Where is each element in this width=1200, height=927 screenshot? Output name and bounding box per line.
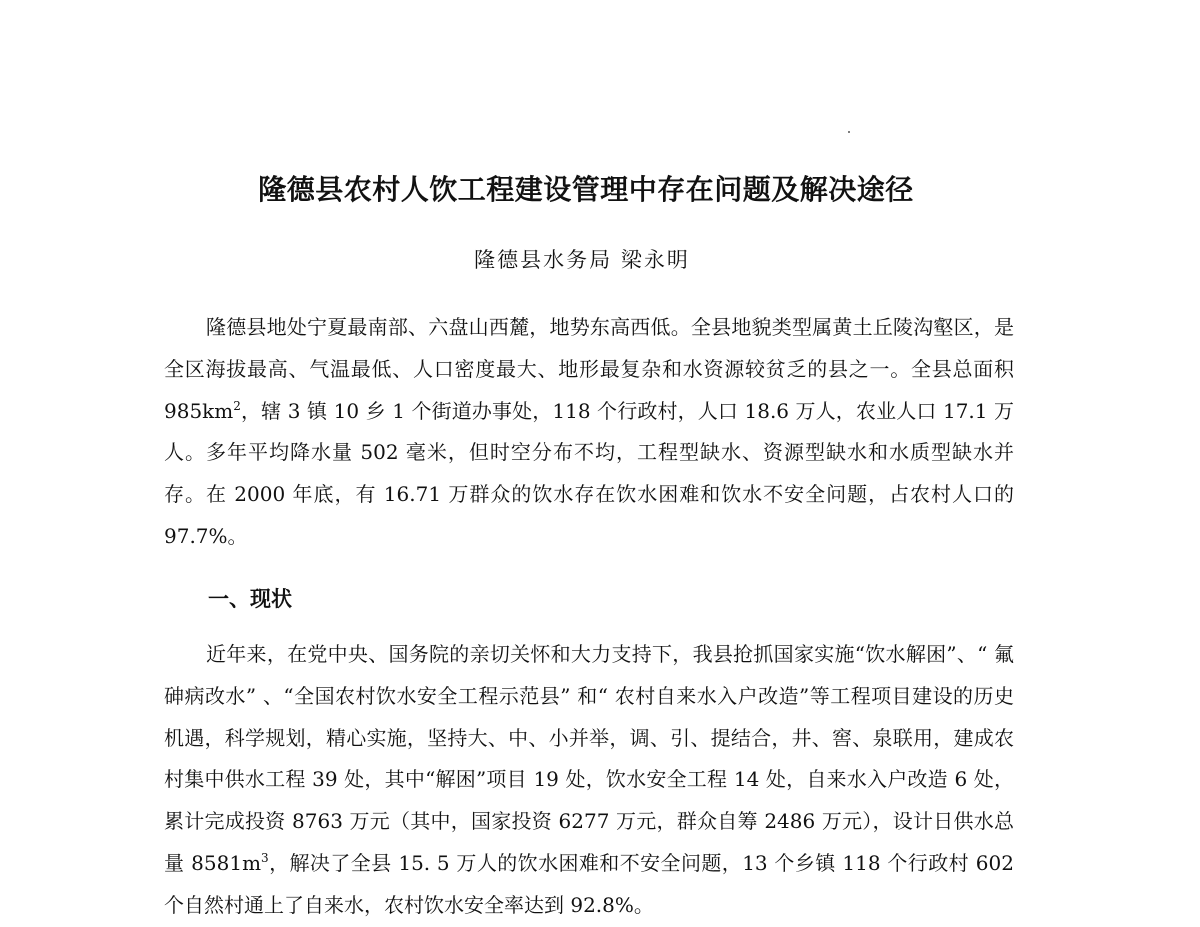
author-line: 隆德县水务局 梁永明 [474,248,690,272]
intro-text-1: 隆德县地处宁夏最南部、六盘山西麓，地势东高西低。全县地貌类型属黄土丘陵沟壑区，是全区海拔最高、气温最低、人口密度最大、地形最复杂和水资源较贫乏的县之一。全县总面积 985km [164,315,1014,423]
intro-paragraph [164,307,1014,558]
intro-text-2: ，辖 3 镇 10 乡 1 个街道办事处，118 个行政村，人口 18.6 万人，农业人口 17.1 万人。多年平均降水量 502 毫米，但时空分布不均，工程型缺水、资源型缺水和水质型缺水并存。在 2000 年底，有 16.71 万群众的饮水存在饮水困难和饮水不安全问题，占农村人口的 97.7%。 [164,398,1014,548]
scan-speck [848,131,850,133]
section-paragraph [164,634,1014,927]
section-heading: 一、现状 [208,587,292,611]
document-title: 隆德县农村人饮工程建设管理中存在问题及解决途径 [258,173,914,206]
section-text-1: 近年来，在党中央、国务院的亲切关怀和大力支持下，我县抢抓国家实施“饮水解困”、“ 氟砷病改水” 、“全国农村饮水安全工程示范县” 和“ 农村自来水入户改造”等工程项目建设的历史机遇，科学规划，精心实施，坚持大、中、小并举，调、引、提结合，井、窖、泉联用，建成农村集中供水工程 39 处，其中“解困”项目 19 处，饮水安全工程 14 处，自来水入户改造 6 处，累计完成投资 8763 万元（其中，国家投资 6277 万元，群众自筹 2486 万元），设计日供水总量 8581m [164,642,1014,875]
area-unit-superscript: 2 [233,398,241,413]
volume-unit-superscript: 3 [261,850,269,865]
section-text-2: ，解决了全县 15. 5 万人的饮水困难和不安全问题，13 个乡镇 118 个行政村 602 个自然村通上了自来水，农村饮水安全率达到 92.8%。 [164,850,1014,917]
